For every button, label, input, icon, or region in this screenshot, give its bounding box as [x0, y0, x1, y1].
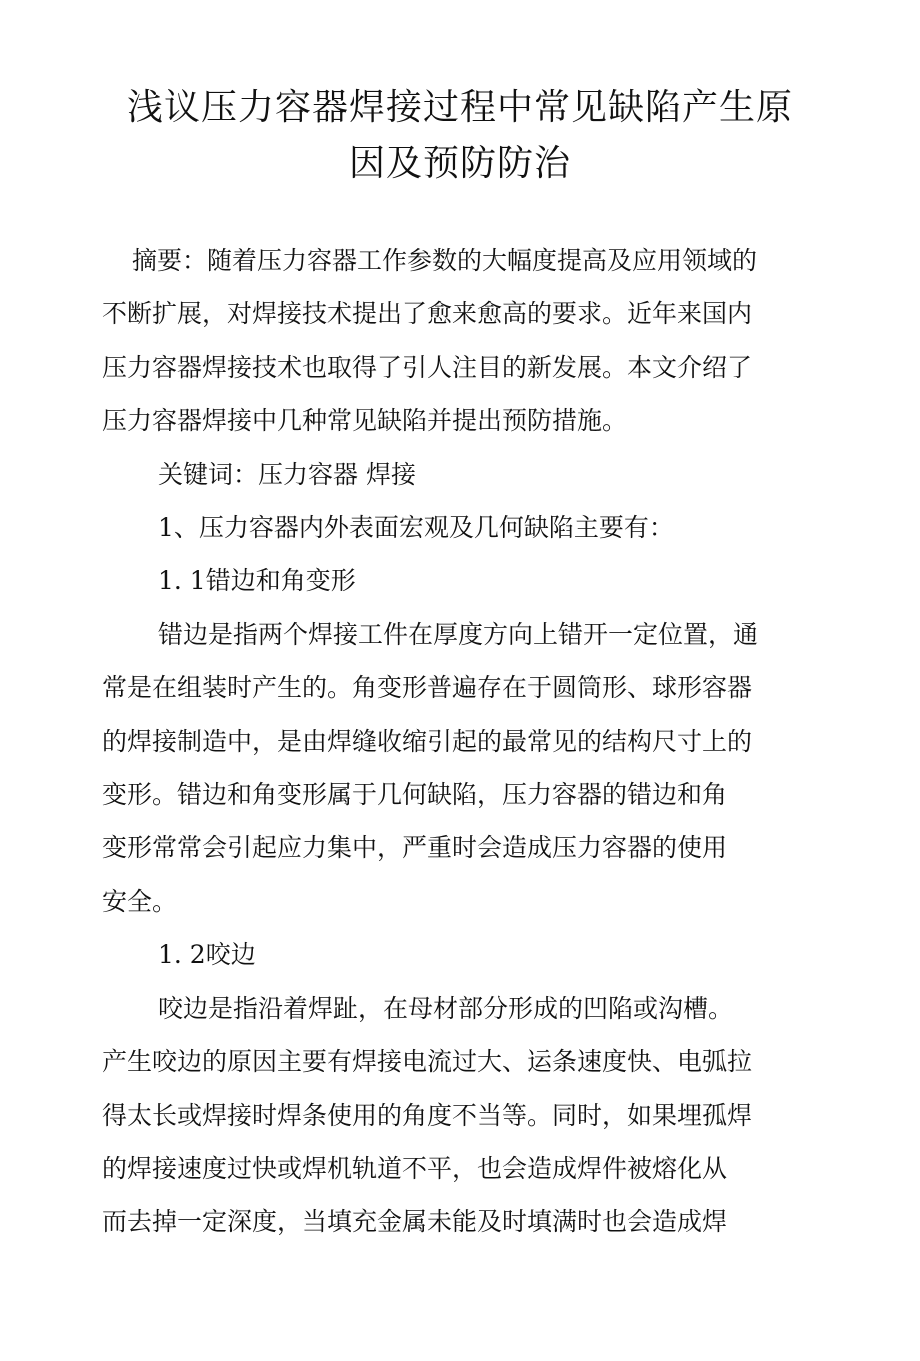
abstract-line-1	[102, 234, 782, 287]
section-1-1-heading	[102, 554, 782, 607]
para-1-1-line-1	[102, 608, 782, 661]
abstract-paragraph	[102, 234, 782, 448]
para-1-2-text-1: 咬边是指沿着焊趾，在母材部分形成的凹陷或沟槽。	[158, 993, 734, 1023]
keywords-line	[102, 448, 782, 501]
section-1-2-heading	[102, 928, 782, 981]
section-1-1-text: 1. 1错边和角变形	[158, 566, 356, 596]
keywords-text: 关键词：压力容器 焊接	[158, 459, 416, 489]
para-1-2-line-5: 而去掉一定深度，当填充金属未能及时填满时也会造成焊	[102, 1207, 728, 1237]
abstract-text-1: 摘要：随着压力容器工作参数的大幅度提高及应用领域的	[132, 246, 758, 275]
para-1-1-line-6: 安全。	[102, 886, 178, 916]
section-1-2-line	[102, 928, 782, 981]
title-line-1: 浅议压力容器焊接过程中常见缺陷产生原	[126, 87, 793, 128]
document-body	[102, 234, 782, 1249]
keywords-paragraph	[102, 448, 782, 501]
section-1-1-line	[102, 554, 782, 607]
para-1-1-line-4: 变形。错边和角变形属于几何缺陷，压力容器的错边和角	[102, 780, 728, 810]
title-line-2: 因及预防防治	[348, 143, 571, 184]
abstract-line-2: 不断扩展，对焊接技术提出了愈来愈高的要求。近年来国内	[102, 299, 753, 329]
section-1-1-paragraph	[102, 608, 782, 928]
abstract-line-4: 压力容器焊接中几种常见缺陷并提出预防措施。	[102, 406, 628, 436]
section-1-heading	[102, 501, 782, 554]
document-title	[110, 80, 810, 192]
section-1-line	[102, 501, 782, 554]
para-1-2-line-1	[102, 982, 782, 1035]
para-1-1-text-1: 错边是指两个焊接工件在厚度方向上错开一定位置，通	[158, 619, 759, 649]
section-1-text: 1、压力容器内外表面宏观及几何缺陷主要有：	[158, 513, 674, 543]
para-1-1-line-2: 常是在组装时产生的。角变形普遍存在于圆筒形、球形容器	[102, 673, 753, 703]
para-1-2-line-3: 得太长或焊接时焊条使用的角度不当等。同时，如果埋孤焊	[102, 1100, 753, 1130]
section-1-2-paragraph	[102, 982, 782, 1249]
para-1-2-line-2: 产生咬边的原因主要有焊接电流过大、运条速度快、电弧拉	[102, 1047, 753, 1077]
section-1-2-text: 1. 2咬边	[158, 940, 256, 970]
para-1-1-line-3: 的焊接制造中，是由焊缝收缩引起的最常见的结构尺寸上的	[102, 726, 753, 756]
para-1-2-line-4: 的焊接速度过快或焊机轨道不平，也会造成焊件被熔化从	[102, 1153, 728, 1183]
abstract-line-3: 压力容器焊接技术也取得了引人注目的新发展。本文介绍了	[102, 352, 753, 382]
para-1-1-line-5: 变形常常会引起应力集中，严重时会造成压力容器的使用	[102, 833, 728, 863]
